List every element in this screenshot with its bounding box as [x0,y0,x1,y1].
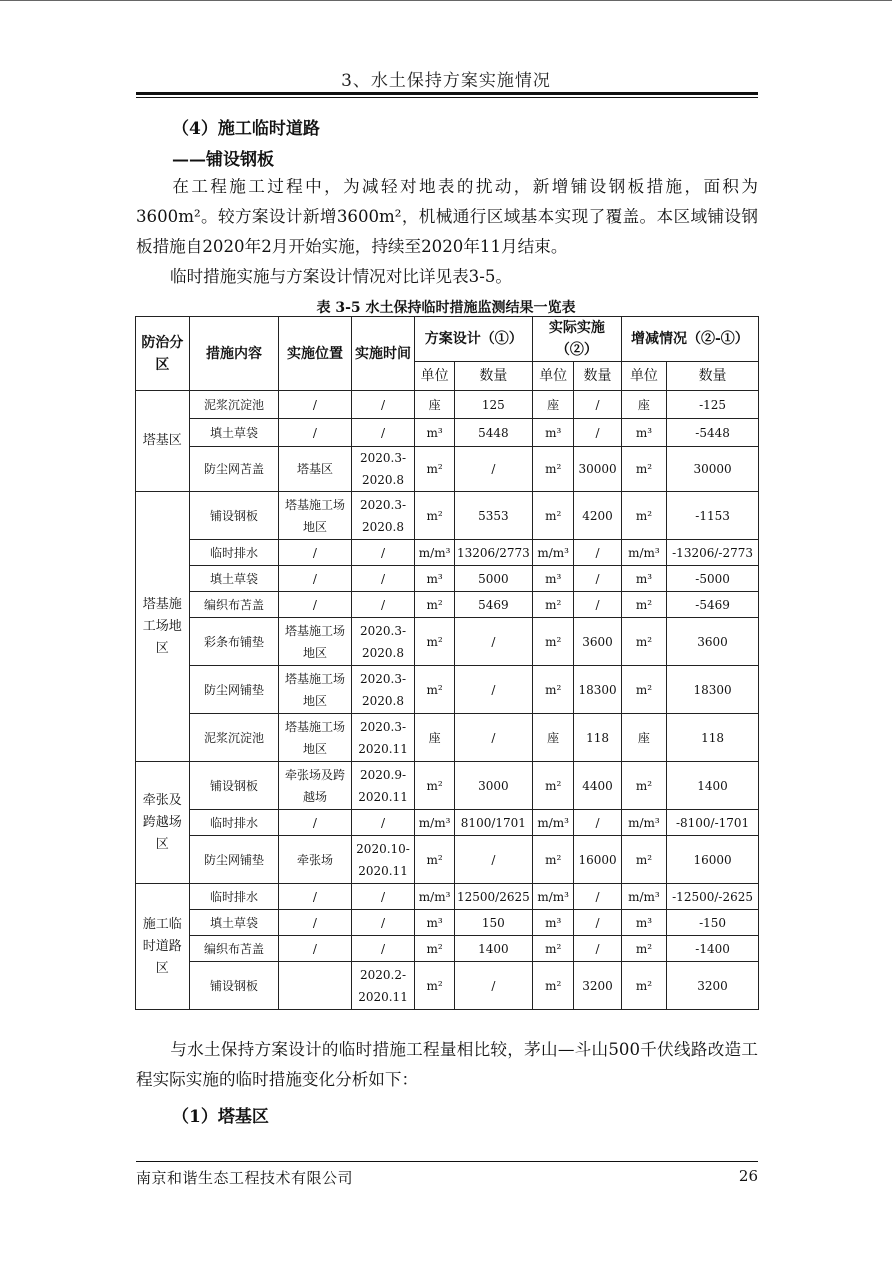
cell-d-qty: 150 [454,910,532,936]
cell-measure: 彩条布铺垫 [189,618,279,666]
table-row [136,762,759,810]
cell-a-unit: m² [533,962,574,1010]
cell-d-unit: m/m³ [415,540,454,566]
cell-d-qty: 5469 [454,592,532,618]
cell-location: / [279,391,351,419]
cell-measure: 铺设钢板 [189,492,279,540]
cell-measure: 填土草袋 [189,910,279,936]
cell-d-unit: m² [415,936,454,962]
cell-a-unit: m/m³ [533,884,574,910]
cell-measure: 防尘网苫盖 [189,447,279,492]
cell-a-qty: / [574,566,621,592]
cell-c-qty: 1400 [667,762,759,810]
header-change-qty: 数量 [667,362,759,391]
header-change-unit: 单位 [621,362,666,391]
cell-d-qty: / [454,962,532,1010]
cell-location: 牵张场 [279,836,351,884]
cell-a-unit: m² [533,936,574,962]
cell-a-unit: m³ [533,566,574,592]
cell-a-unit: m² [533,762,574,810]
cell-location: / [279,419,351,447]
cell-d-qty: 5448 [454,419,532,447]
table-row [136,810,759,836]
cell-location: 塔基施工场地区 [279,618,351,666]
cell-time: 2020.3-2020.8 [351,447,415,492]
table-row [136,492,759,540]
paragraph-3-text: 与水土保持方案设计的临时措施工程量相比较，茅山—斗山500千伏线路改造工程实际实施的临时措施变化分析如下： [136,1040,758,1089]
zone-cell: 塔基施工场地区 [136,492,190,762]
cell-a-unit: m/m³ [533,540,574,566]
cell-d-unit: m² [415,962,454,1010]
cell-location: / [279,810,351,836]
cell-c-unit: m/m³ [621,810,666,836]
cell-c-unit: m/m³ [621,540,666,566]
cell-a-qty: / [574,592,621,618]
cell-measure: 编织布苫盖 [189,936,279,962]
measures-table [135,316,759,1010]
cell-c-unit: 座 [621,391,666,419]
header-design: 方案设计（①） [415,317,533,362]
running-header: 3、水土保持方案实施情况 [341,71,551,91]
cell-a-qty: / [574,910,621,936]
cell-c-qty: 30000 [667,447,759,492]
cell-a-qty: 3200 [574,962,621,1010]
cell-a-qty: 18300 [574,666,621,714]
cell-a-qty: 118 [574,714,621,762]
header-actual: 实际实施（②） [533,317,622,362]
table-row [136,714,759,762]
cell-d-unit: m² [415,618,454,666]
cell-a-unit: m² [533,447,574,492]
cell-measure: 临时排水 [189,884,279,910]
cell-c-unit: m/m³ [621,884,666,910]
cell-c-qty: -5469 [667,592,759,618]
zone-cell: 施工临时道路区 [136,884,190,1010]
cell-c-unit: m² [621,962,666,1010]
paragraph-1-text: 在工程施工过程中，为减轻对地表的扰动，新增铺设钢板措施，面积为3600m²。较方案设计新增3600m²，机械通行区域基本实现了覆盖。本区域铺设钢板措施自2020年2月开始实施，持续至2020年11月结束。 [136,177,758,256]
cell-d-unit: 座 [415,391,454,419]
cell-d-unit: m² [415,492,454,540]
paragraph-1 [136,172,758,262]
table-row [136,566,759,592]
cell-d-qty: 5000 [454,566,532,592]
table-row [136,391,759,419]
cell-measure: 填土草袋 [189,566,279,592]
cell-d-qty: / [454,447,532,492]
cell-time: / [351,540,415,566]
cell-location: / [279,936,351,962]
cell-c-unit: m² [621,492,666,540]
cell-c-unit: m³ [621,566,666,592]
cell-c-unit: m² [621,592,666,618]
cell-measure: 铺设钢板 [189,762,279,810]
table-row [136,936,759,962]
cell-time: 2020.10-2020.11 [351,836,415,884]
cell-c-qty: -5000 [667,566,759,592]
cell-d-qty: 1400 [454,936,532,962]
cell-d-qty: 13206/2773 [454,540,532,566]
footer-company: 南京和谐生态工程技术有限公司 [136,1169,354,1187]
next-heading: （1）塔基区 [172,1107,269,1127]
cell-d-unit: m³ [415,419,454,447]
header-time: 实施时间 [351,317,415,391]
cell-location [279,962,351,1010]
cell-time: / [351,810,415,836]
cell-measure: 铺设钢板 [189,962,279,1010]
cell-time: 2020.3-2020.11 [351,714,415,762]
table-row [136,618,759,666]
cell-d-unit: m² [415,762,454,810]
cell-c-qty: 118 [667,714,759,762]
cell-time: / [351,910,415,936]
cell-a-unit: m³ [533,910,574,936]
cell-a-unit: m² [533,592,574,618]
cell-c-qty: -13206/-2773 [667,540,759,566]
cell-location: / [279,592,351,618]
paragraph-3 [136,1035,758,1095]
cell-d-unit: m/m³ [415,884,454,910]
section-heading: （4）施工临时道路 [172,119,320,139]
cell-time: / [351,391,415,419]
cell-d-qty: / [454,836,532,884]
cell-c-qty: -8100/-1701 [667,810,759,836]
page-number: 26 [738,1167,758,1185]
cell-d-unit: m² [415,447,454,492]
cell-time: / [351,884,415,910]
cell-measure: 泥浆沉淀池 [189,391,279,419]
table-row [136,962,759,1010]
header-location: 实施位置 [279,317,351,391]
cell-location: / [279,566,351,592]
table-row [136,836,759,884]
cell-c-qty: -1400 [667,936,759,962]
cell-time: 2020.3-2020.8 [351,492,415,540]
cell-a-qty: / [574,810,621,836]
cell-c-qty: -5448 [667,419,759,447]
cell-measure: 临时排水 [189,810,279,836]
cell-c-unit: m³ [621,419,666,447]
cell-time: / [351,419,415,447]
cell-location: 牵张场及跨越场 [279,762,351,810]
cell-time: / [351,936,415,962]
cell-a-unit: m² [533,618,574,666]
cell-c-unit: m³ [621,910,666,936]
cell-d-qty: 5353 [454,492,532,540]
header-design-unit: 单位 [415,362,454,391]
cell-a-unit: m/m³ [533,810,574,836]
header-design-qty: 数量 [454,362,532,391]
cell-d-unit: m/m³ [415,810,454,836]
table-row [136,666,759,714]
cell-time: 2020.3-2020.8 [351,618,415,666]
cell-d-qty: / [454,714,532,762]
table-row [136,592,759,618]
cell-c-unit: m² [621,936,666,962]
cell-location: / [279,884,351,910]
cell-measure: 防尘网铺垫 [189,836,279,884]
table-row [136,419,759,447]
cell-c-unit: m² [621,836,666,884]
cell-c-unit: 座 [621,714,666,762]
cell-measure: 填土草袋 [189,419,279,447]
cell-location: 塔基施工场地区 [279,714,351,762]
paragraph-2: 临时措施实施与方案设计情况对比详见表3-5。 [170,267,513,286]
cell-a-qty: / [574,419,621,447]
cell-a-qty: 4400 [574,762,621,810]
header-measure: 措施内容 [189,317,279,391]
cell-location: 塔基区 [279,447,351,492]
footer-rule [136,1161,758,1162]
cell-a-qty: / [574,884,621,910]
cell-time: / [351,566,415,592]
cell-d-qty: 12500/2625 [454,884,532,910]
cell-d-qty: 8100/1701 [454,810,532,836]
cell-c-qty: 3600 [667,618,759,666]
cell-a-qty: 3600 [574,618,621,666]
cell-measure: 编织布苫盖 [189,592,279,618]
table-row [136,910,759,936]
cell-c-qty: 18300 [667,666,759,714]
header-zone: 防治分区 [136,317,190,391]
cell-a-unit: m² [533,666,574,714]
cell-c-qty: -12500/-2625 [667,884,759,910]
header-rule-thick [136,92,758,95]
table-body [136,391,759,1010]
zone-cell: 牵张及跨越场区 [136,762,190,884]
cell-d-unit: m² [415,592,454,618]
cell-a-qty: 30000 [574,447,621,492]
cell-c-qty: 16000 [667,836,759,884]
cell-time: 2020.3-2020.8 [351,666,415,714]
cell-d-qty: 125 [454,391,532,419]
cell-d-unit: m² [415,666,454,714]
cell-a-qty: 4200 [574,492,621,540]
cell-time: 2020.2-2020.11 [351,962,415,1010]
cell-location: 塔基施工场地区 [279,492,351,540]
section-subheading: ——铺设钢板 [172,150,274,170]
cell-time: 2020.9-2020.11 [351,762,415,810]
cell-c-unit: m² [621,447,666,492]
cell-c-qty: -125 [667,391,759,419]
cell-d-qty: / [454,666,532,714]
zone-cell: 塔基区 [136,391,190,492]
table-row [136,884,759,910]
header-rule-thin [136,97,758,98]
cell-a-unit: m² [533,492,574,540]
cell-c-qty: -150 [667,910,759,936]
cell-d-unit: 座 [415,714,454,762]
cell-d-qty: 3000 [454,762,532,810]
cell-a-qty: / [574,936,621,962]
cell-a-unit: m³ [533,419,574,447]
cell-location: / [279,910,351,936]
cell-c-qty: 3200 [667,962,759,1010]
cell-measure: 泥浆沉淀池 [189,714,279,762]
cell-a-unit: 座 [533,714,574,762]
page-top-edge [0,0,892,1]
header-actual-qty: 数量 [574,362,621,391]
cell-measure: 临时排水 [189,540,279,566]
cell-a-unit: m² [533,836,574,884]
cell-c-unit: m² [621,618,666,666]
cell-d-unit: m³ [415,910,454,936]
cell-a-unit: 座 [533,391,574,419]
cell-time: / [351,592,415,618]
table-row [136,447,759,492]
cell-c-qty: -1153 [667,492,759,540]
cell-location: / [279,540,351,566]
cell-measure: 防尘网铺垫 [189,666,279,714]
cell-c-unit: m² [621,762,666,810]
cell-d-unit: m³ [415,566,454,592]
cell-d-unit: m² [415,836,454,884]
cell-c-unit: m² [621,666,666,714]
header-actual-unit: 单位 [533,362,574,391]
header-change: 增减情况（②-①） [621,317,758,362]
cell-location: 塔基施工场地区 [279,666,351,714]
cell-a-qty: / [574,391,621,419]
cell-a-qty: 16000 [574,836,621,884]
cell-d-qty: / [454,618,532,666]
table-row [136,540,759,566]
cell-a-qty: / [574,540,621,566]
table-caption: 表 3-5 水土保持临时措施监测结果一览表 [316,300,576,316]
